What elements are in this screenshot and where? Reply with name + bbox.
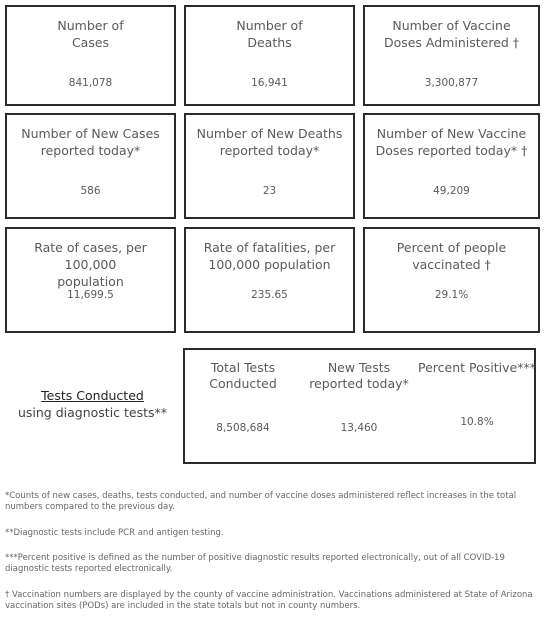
tests-conducted-subtitle: using diagnostic tests** — [17, 405, 168, 420]
card-title: Rate of cases, per 100,000 population — [34, 240, 147, 289]
card-title: Number of Vaccine Doses Administered † — [383, 18, 520, 50]
card-value: 11,699.5 — [67, 289, 114, 301]
total-tests-column — [183, 360, 303, 460]
card-title: Number of New Deaths reported today* — [196, 126, 343, 158]
percent-vaccinated-card — [363, 227, 540, 333]
column-title: Percent Positive*** — [418, 360, 536, 375]
tests-conducted-label — [10, 387, 175, 421]
card-title: Number of New Cases reported today* — [21, 126, 160, 158]
card-title: Percent of people vaccinated † — [396, 240, 507, 272]
card-title: Rate of fatalities, per 100,000 population — [203, 240, 336, 272]
deaths-card — [184, 5, 355, 106]
new-vaccine-doses-card — [363, 113, 540, 219]
percent-positive-column — [417, 360, 537, 460]
card-value: 586 — [80, 185, 101, 197]
footnote-vaccination: † Vaccination numbers are displayed by the county of vaccine administration. Vaccinations administered at State of Arizona vaccination sites (PODs) are included in the state totals but not in county numbers. — [5, 590, 533, 611]
vaccine-doses-card — [363, 5, 540, 106]
card-value: 3,300,877 — [424, 77, 479, 89]
card-value: 29.1% — [434, 289, 469, 301]
card-value: 235.65 — [251, 289, 288, 301]
case-rate-card — [5, 227, 176, 333]
card-value: 16,941 — [251, 77, 288, 89]
card-value: 49,209 — [433, 185, 470, 197]
footnote-diagnostic-tests: **Diagnostic tests include PCR and antigen testing. — [5, 528, 224, 538]
card-title: Number of New Vaccine Doses reported today* † — [375, 126, 528, 158]
column-value: 8,508,684 — [216, 422, 270, 434]
new-tests-column — [299, 360, 419, 460]
column-value: 13,460 — [340, 422, 378, 434]
card-value: 841,078 — [68, 77, 113, 89]
card-title: Number of Deaths — [236, 18, 303, 50]
footnote-counts: *Counts of new cases, deaths, tests conducted, and number of vaccine doses administered reflect increases in the total numbers compared to the previous day. — [5, 491, 517, 512]
fatality-rate-card — [184, 227, 355, 333]
column-value: 10.8% — [460, 416, 494, 428]
tests-card — [183, 348, 536, 464]
card-value: 23 — [262, 185, 277, 197]
footnote-percent-positive: ***Percent positive is defined as the number of positive diagnostic results reported electronically, out of all COVID-19 diagnostic tests reported electronically. — [5, 553, 505, 574]
column-title: Total Tests Conducted — [209, 360, 277, 391]
column-title: New Tests reported today* — [309, 360, 409, 391]
card-title: Number of Cases — [57, 18, 124, 50]
new-cases-card — [5, 113, 176, 219]
cases-card — [5, 5, 176, 106]
new-deaths-card — [184, 113, 355, 219]
tests-conducted-heading: Tests Conducted — [41, 388, 144, 403]
